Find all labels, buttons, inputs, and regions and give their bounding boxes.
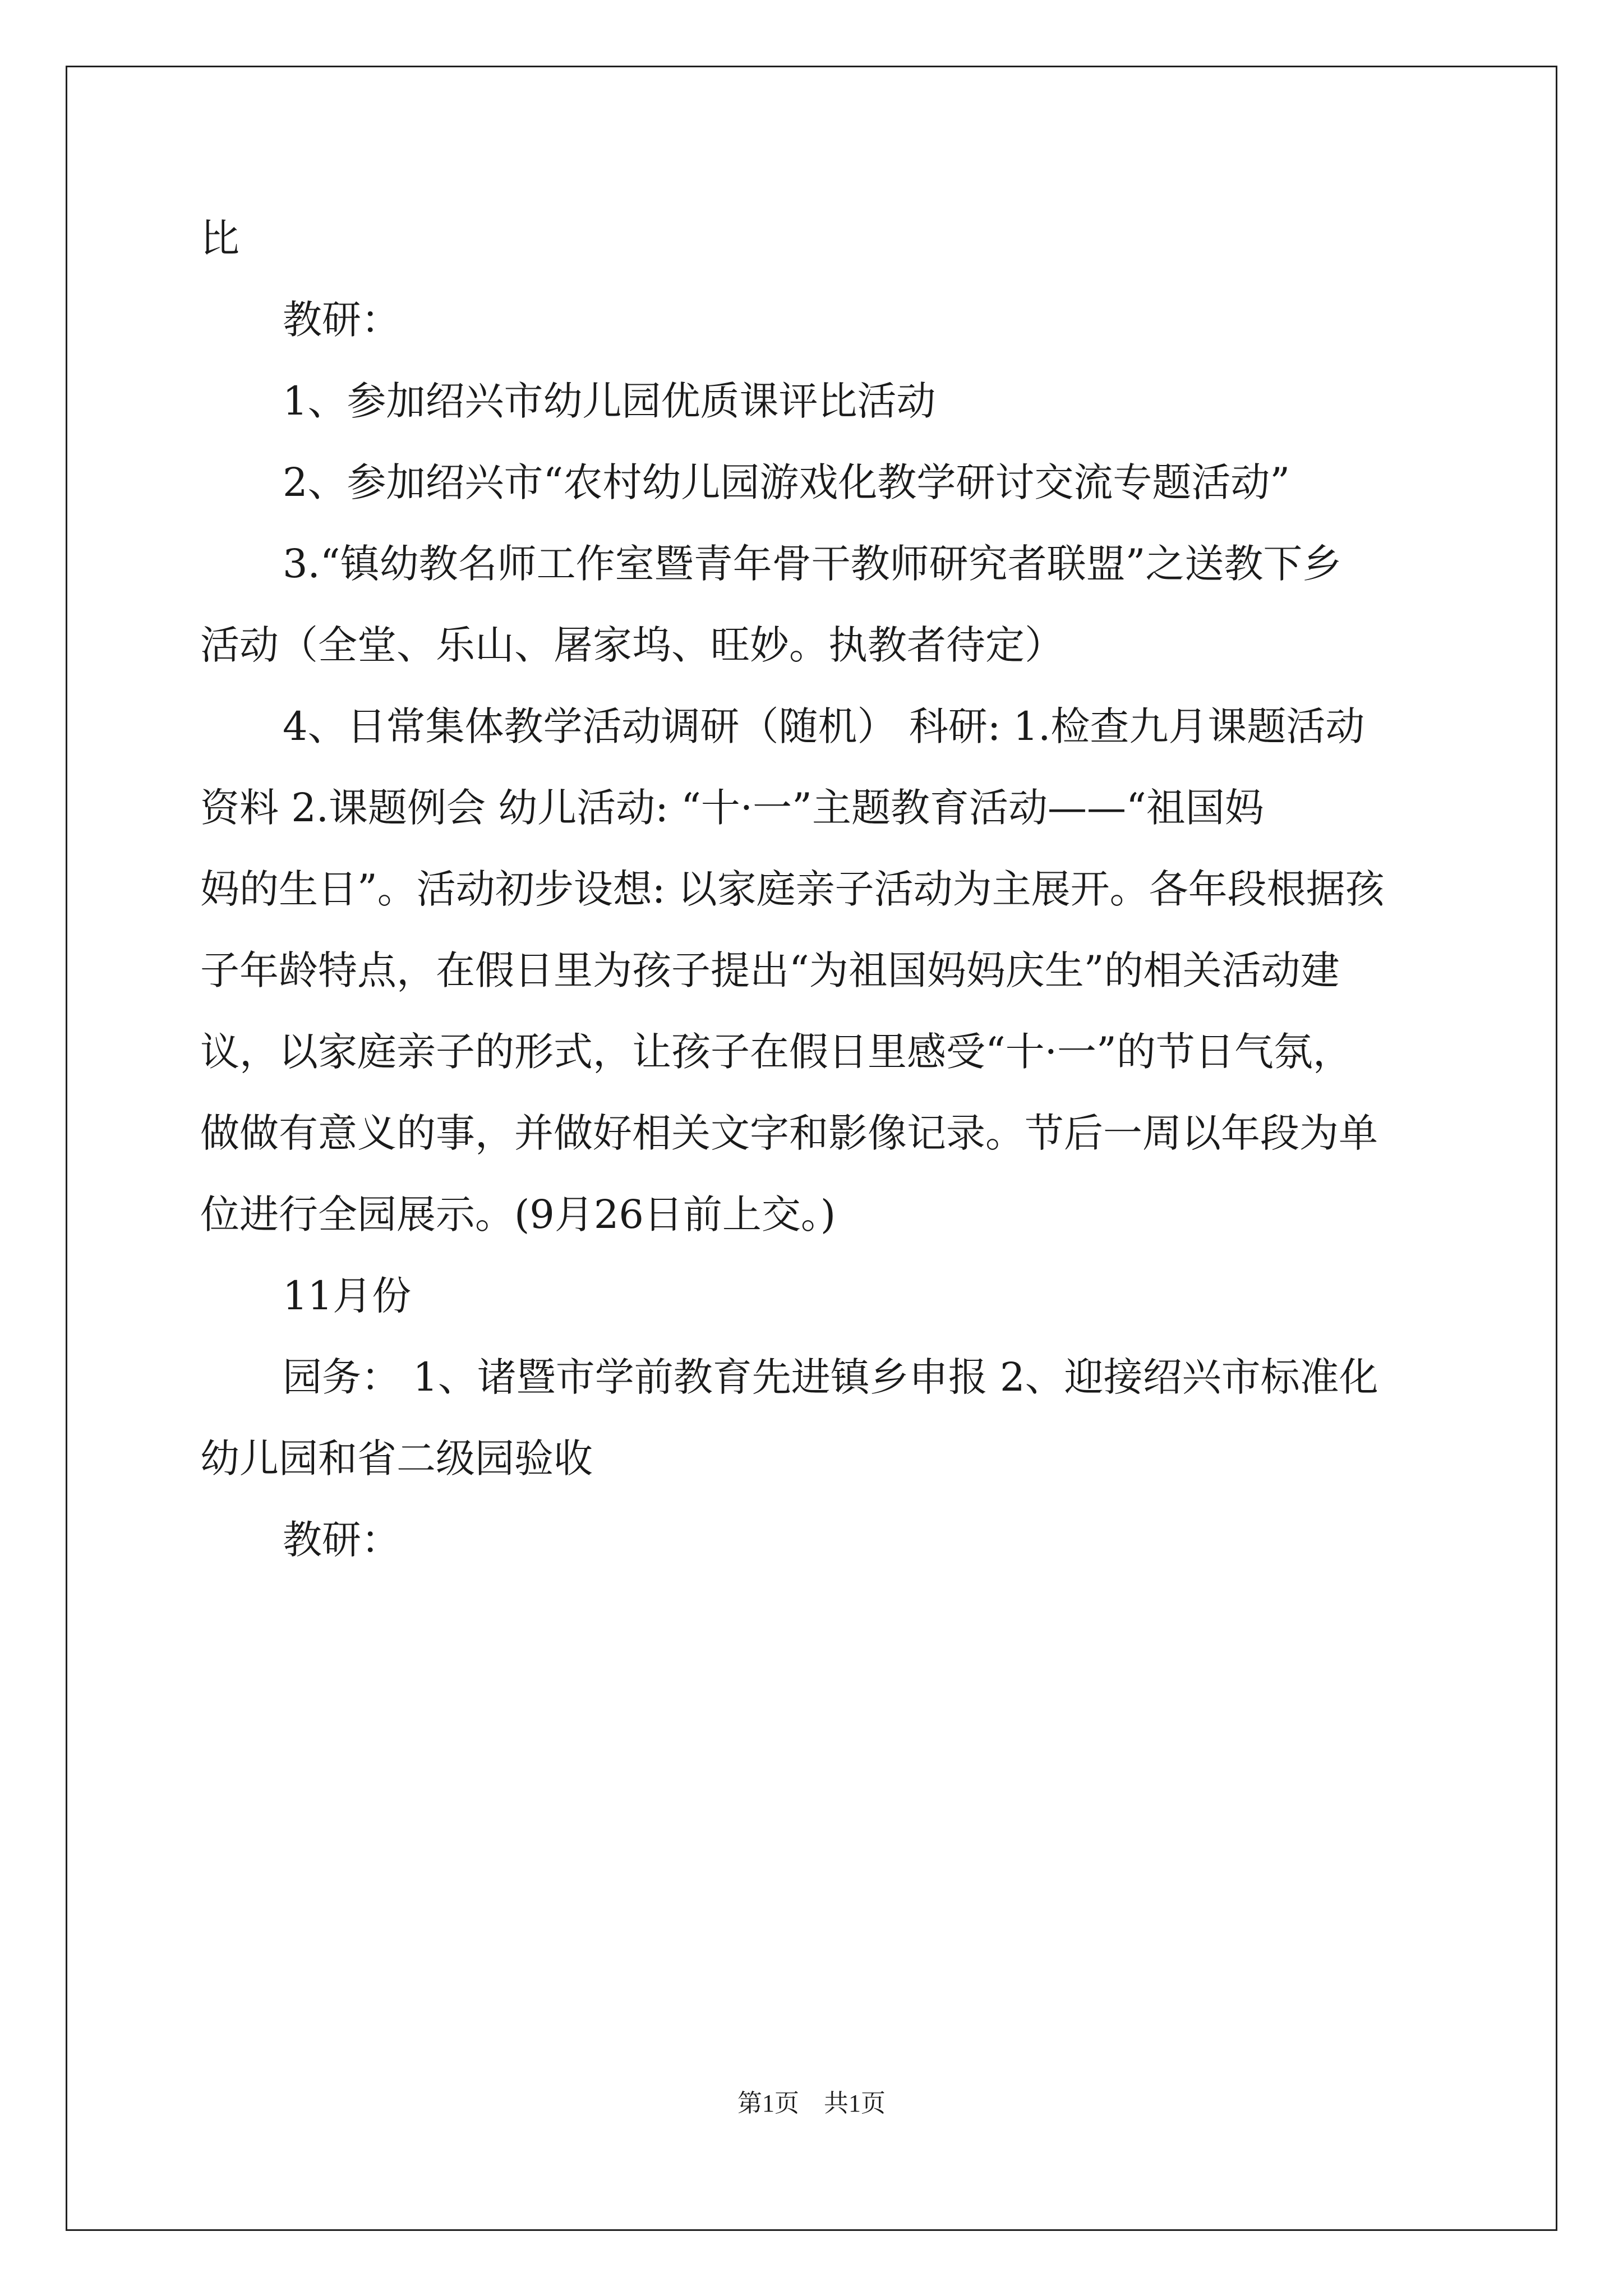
section-heading-november: 11月份 — [283, 1273, 412, 1319]
text-line: 资料 2.课题例会 幼儿活动: “十·一”主题教育活动——“祖国妈 — [200, 785, 1264, 831]
text-line: 1、参加绍兴市幼儿园优质课评比活动 — [283, 378, 936, 424]
text-line: 2、参加绍兴市“农村幼儿园游戏化教学研讨交流专题活动” — [283, 459, 1290, 505]
text-line: 幼儿园和省二级园验收 — [200, 1435, 593, 1481]
section-heading-jiaoyan: 教研： — [283, 297, 400, 343]
page-footer: 第1页 共1页 — [737, 2090, 886, 2117]
text-line: 做做有意义的事，并做好相关文字和影像记录。节后一周以年段为单 — [200, 1110, 1378, 1156]
text-line: 活动（全堂、乐山、屠家坞、旺妙。执教者待定） — [200, 622, 1064, 668]
text-line: 园务： 1、诸暨市学前教育先进镇乡申报 2、迎接绍兴市标准化 — [283, 1354, 1378, 1400]
text-line: 4、日常集体教学活动调研（随机） 科研: 1.检查九月课题活动 — [283, 703, 1365, 749]
text-line: 妈的生日”。活动初步设想: 以家庭亲子活动为主展开。各年段根据孩 — [200, 866, 1385, 912]
text-line: 位进行全园展示。(9月26日前上交。) — [200, 1191, 836, 1237]
text-line: 3.“镇幼教名师工作室暨青年骨干教师研究者联盟”之送教下乡 — [283, 541, 1342, 587]
text-line: 比 — [200, 215, 239, 261]
text-line: 子年龄特点，在假日里为孩子提出“为祖国妈妈庆生”的相关活动建 — [200, 947, 1340, 993]
section-heading-jiaoyan: 教研： — [283, 1517, 400, 1563]
text-line: 议，以家庭亲子的形式，让孩子在假日里感受“十·一”的节日气氛， — [200, 1029, 1352, 1075]
